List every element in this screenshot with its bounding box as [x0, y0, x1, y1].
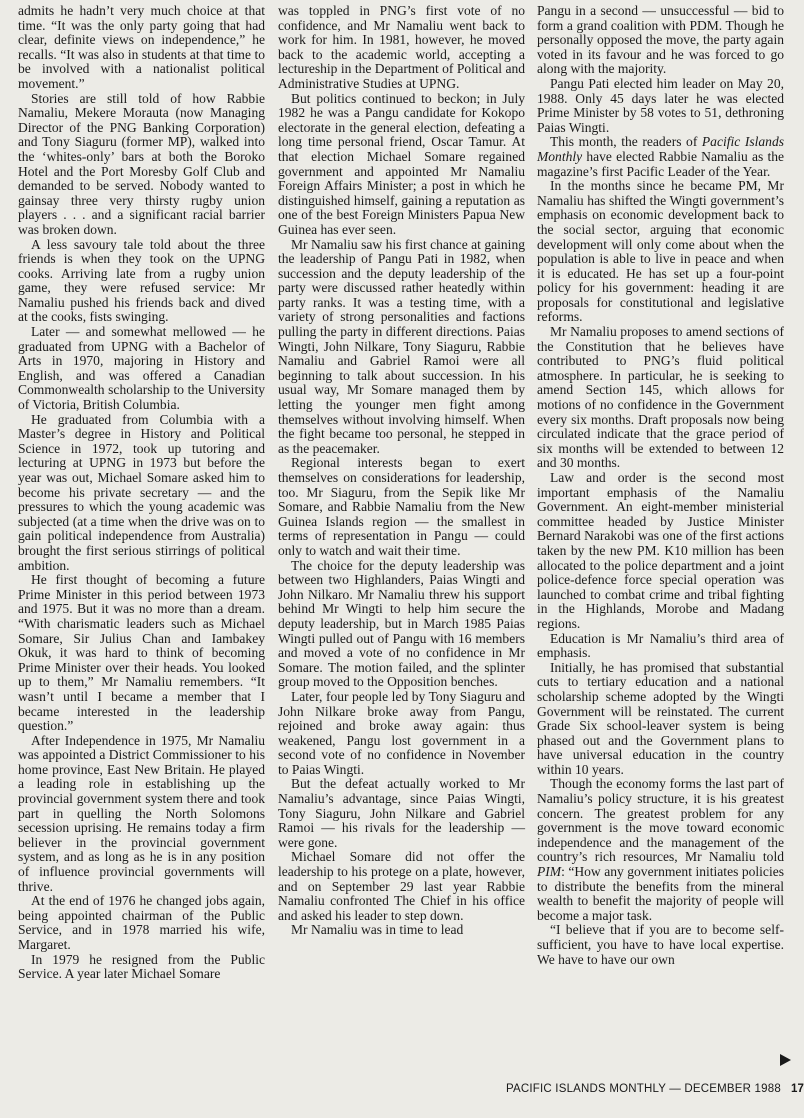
paragraph: Later — and somewhat mellowed — he graduated from UPNG with a Bachelor of Arts in 1970, majoring in History and English, and was offered a Canadian Commonwealth scholarship to the University of Victoria, British Columbia.	[18, 324, 265, 413]
paragraph: But the defeat actually worked to Mr Namaliu’s advantage, since Paias Wingti, Tony Siaguru, John Nilkare and Gabriel Ramoi — his rivals for the leadership — were gone.	[278, 776, 525, 850]
text-run: Though the economy forms the last part of Namaliu’s policy structure, it is his greatest concern. The greatest problem for any government is the move toward economic independence and the management of the country’s rich resources, Mr Namaliu told	[537, 776, 784, 865]
text-run: : “How any government initiates policies to distribute the benefits from the mineral wealth to benefit the majority of people will become a major task.	[537, 864, 784, 923]
paragraph: admits he hadn’t very much choice at that time. “It was the only party going that had clear, definite views on independence,” he recalls. “It was also in students at that time to be involved with a nationalist political movement.”	[18, 3, 265, 91]
paragraph: was toppled in PNG’s first vote of no confidence, and Mr Namaliu went back to work for him. In 1981, however, he moved back to the academic world, accepting a lectureship in the Department of Political and Administrative Studies at UPNG.	[278, 3, 525, 91]
paragraph: After Independence in 1975, Mr Namaliu was appointed a District Commissioner to his home province, East New Britain. He played a leading role in establishing up the provincial government system there and took part in quelling the North Solomons secession uprising. He remains today a firm believer in the provincial government system, and as long as he is in any position of influence provincial governments will thrive.	[18, 732, 265, 894]
paragraph: In the months since he became PM, Mr Namaliu has shifted the Wingti government’s emphasis on economic development back to the social sector, arguing that economic development will only come about when the population is able to live in peace and when it is educated. He has set up a four-point policy for his government: heading it are proposals for constitutional and legislative reforms.	[537, 178, 784, 325]
paragraph: A less savoury tale told about the three friends is when they took on the UPNG cooks. Arriving late from a rugby union game, they were refused service: Mr Namaliu pushed his friends back and dived at the cooks, fists swinging.	[18, 236, 265, 325]
paragraph: Stories are still told of how Rabbie Namaliu, Mekere Morauta (now Managing Director of the PNG Banking Corporation) and Tony Siaguru (former MP), walked into the ‘whites-only’ bars at both the Boroko Hotel and the Port Moresby Golf Club and demanded to be served. Nobody wanted to gainsay three very thirsty rugby union players . . . and a significant racial barrier was broken down.	[18, 90, 265, 237]
paragraph: Mr Namaliu proposes to amend sections of the Constitution that he believes have contributed to PNG’s fluid political atmosphere. In particular, he is seeking to amend Section 145, which allows for motions of no confidence in the Government every six months. Draft proposals now being circulated indicate that the grace period of six months will be extended to between 12 and 30 months.	[537, 324, 784, 471]
paragraph: He first thought of becoming a future Prime Minister in this period between 1973 and 1975. But it was no more than a dream. “With charismatic leaders such as Michael Somare, Sir Julius Chan and Iambakey Okuk, it was hard to think of becoming Prime Minister over their heads. You looked up to them,” Mr Namaliu remembers. “It wasn’t until I became a member that I became interested in the leadership question.”	[18, 572, 265, 734]
article-column-1	[18, 4, 265, 1064]
paragraph: But politics continued to beckon; in July 1982 he was a Pangu candidate for Kokopo electorate in the general election, defeating a long time personal friend, Oscar Tamur. At that election Michael Somare regained government and appointed Mr Namaliu Foreign Affairs Minister; a post in which he distinguished himself, gaining a reputation as one of the best Foreign Ministers Papua New Guinea has ever seen.	[278, 90, 525, 237]
paragraph: Initially, he has promised that substantial cuts to tertiary education and a national scholarship scheme adopted by the Wingti Government will be reinstated. The current Grade Six school-leaver system is being phased out and the Government plans to have universal education in the country within 10 years.	[537, 659, 784, 777]
paragraph: In 1979 he resigned from the Public Service. A year later Michael Somare	[18, 951, 265, 982]
paragraph: Mr Namaliu saw his first chance at gaining the leadership of Pangu Pati in 1982, when succession and the deputy leadership of the party were discussed rather heatedly within party ranks. It was a testing time, with a variety of strong personalities and factions pulling the party in different directions. Paias Wingti, John Nilkare, Tony Siaguru, Rabbie Namaliu and Gabriel Ramoi were all beginning to talk about succession. In his usual way, Mr Somare managed them by letting the younger men fight among themselves without involving himself. When the fight became too personal, he stepped in as the peacemaker.	[278, 236, 525, 456]
paragraph: Regional interests began to exert themselves on considerations for leadership, too. Mr Siaguru, from the Sepik like Mr Somare, and Rabbie Namaliu from the New Guinea Islands region — the smallest in terms of representation in Pangu — could only to watch and wait their time.	[278, 455, 525, 558]
paragraph	[537, 777, 784, 923]
paragraph: He graduated from Columbia with a Master’s degree in History and Political Science in 1972, took up tutoring and lecturing at UPNG in 1973 but before the year was out, Michael Somare asked him to become his private secretary — and the pressures to which the young academic was subjected (at a time when the drive was on to gain political independence from Australia) brought the first serious stirrings of political ambition.	[18, 411, 265, 573]
paragraph	[537, 135, 784, 179]
magazine-abbrev: PIM	[537, 864, 562, 880]
paragraph: The choice for the deputy leadership was between two Highlanders, Paias Wingti and John Nilkaro. Mr Namaliu threw his support behind Mr Wingti to help him secure the deputy leadership, but in March 1985 Paias Wingti pulled out of Pangu with 16 members and moved a vote of no confidence in Mr Somare. The motion failed, and the splinter group moved to the Opposition benches.	[278, 557, 525, 690]
paragraph: Pangu Pati elected him leader on May 20, 1988. Only 45 days later he was elected Prime Minister by 58 votes to 51, dethroning Paias Wingti.	[537, 75, 784, 135]
text-run: This month, the readers of	[550, 134, 702, 150]
right-arrow-icon	[780, 1054, 791, 1066]
article-column-3	[537, 4, 784, 1064]
publication-line: PACIFIC ISLANDS MONTHLY — DECEMBER 1988	[506, 1083, 781, 1095]
paragraph: Later, four people led by Tony Siaguru and John Nilkare broke away from Pangu, rejoined and broke away again: thus weakened, Pangu lost government in a second vote of no confidence in November to Paias Wingti.	[278, 688, 525, 777]
paragraph: Pangu in a second — unsuccessful — bid to form a grand coalition with PDM. Though he personally opposed the move, the party again voted in its favour and he was forced to go along with the majority.	[537, 3, 784, 77]
paragraph: Mr Namaliu was in time to lead	[291, 922, 464, 938]
page-footer	[506, 1083, 804, 1095]
magazine-name: Pacific Islands Monthly	[537, 134, 784, 164]
page-number: 17	[790, 1083, 804, 1095]
paragraph: Education is Mr Namaliu’s third area of emphasis.	[537, 630, 784, 661]
paragraph: At the end of 1976 he changed jobs again, being appointed chairman of the Public Service, and in 1978 married his wife, Margaret.	[18, 893, 265, 952]
paragraph: Michael Somare did not offer the leadership to his protege on a plate, however, and on September 29 last year Rabbie Namaliu confronted The Chief in his office and asked his leader to step down.	[278, 849, 525, 923]
article-column-2	[278, 4, 525, 1064]
paragraph: “I believe that if you are to become self-sufficient, you have to have local expertise. We have to have our own	[537, 922, 784, 967]
text-run: have elected Rabbie Namaliu as the magazine’s first Pacific Leader of the Year.	[537, 148, 784, 179]
paragraph: Law and order is the second most important emphasis of the Namaliu Government. An eight-member ministerial committee headed by Justice Minister Bernard Narakobi was one of the first actions taken by the new PM. K10 million has been allocated to the police department and a joint police-defence force special operation was launched to combat crime and tribal fighting in the Highlands, Morobe and Madang regions.	[537, 470, 784, 631]
